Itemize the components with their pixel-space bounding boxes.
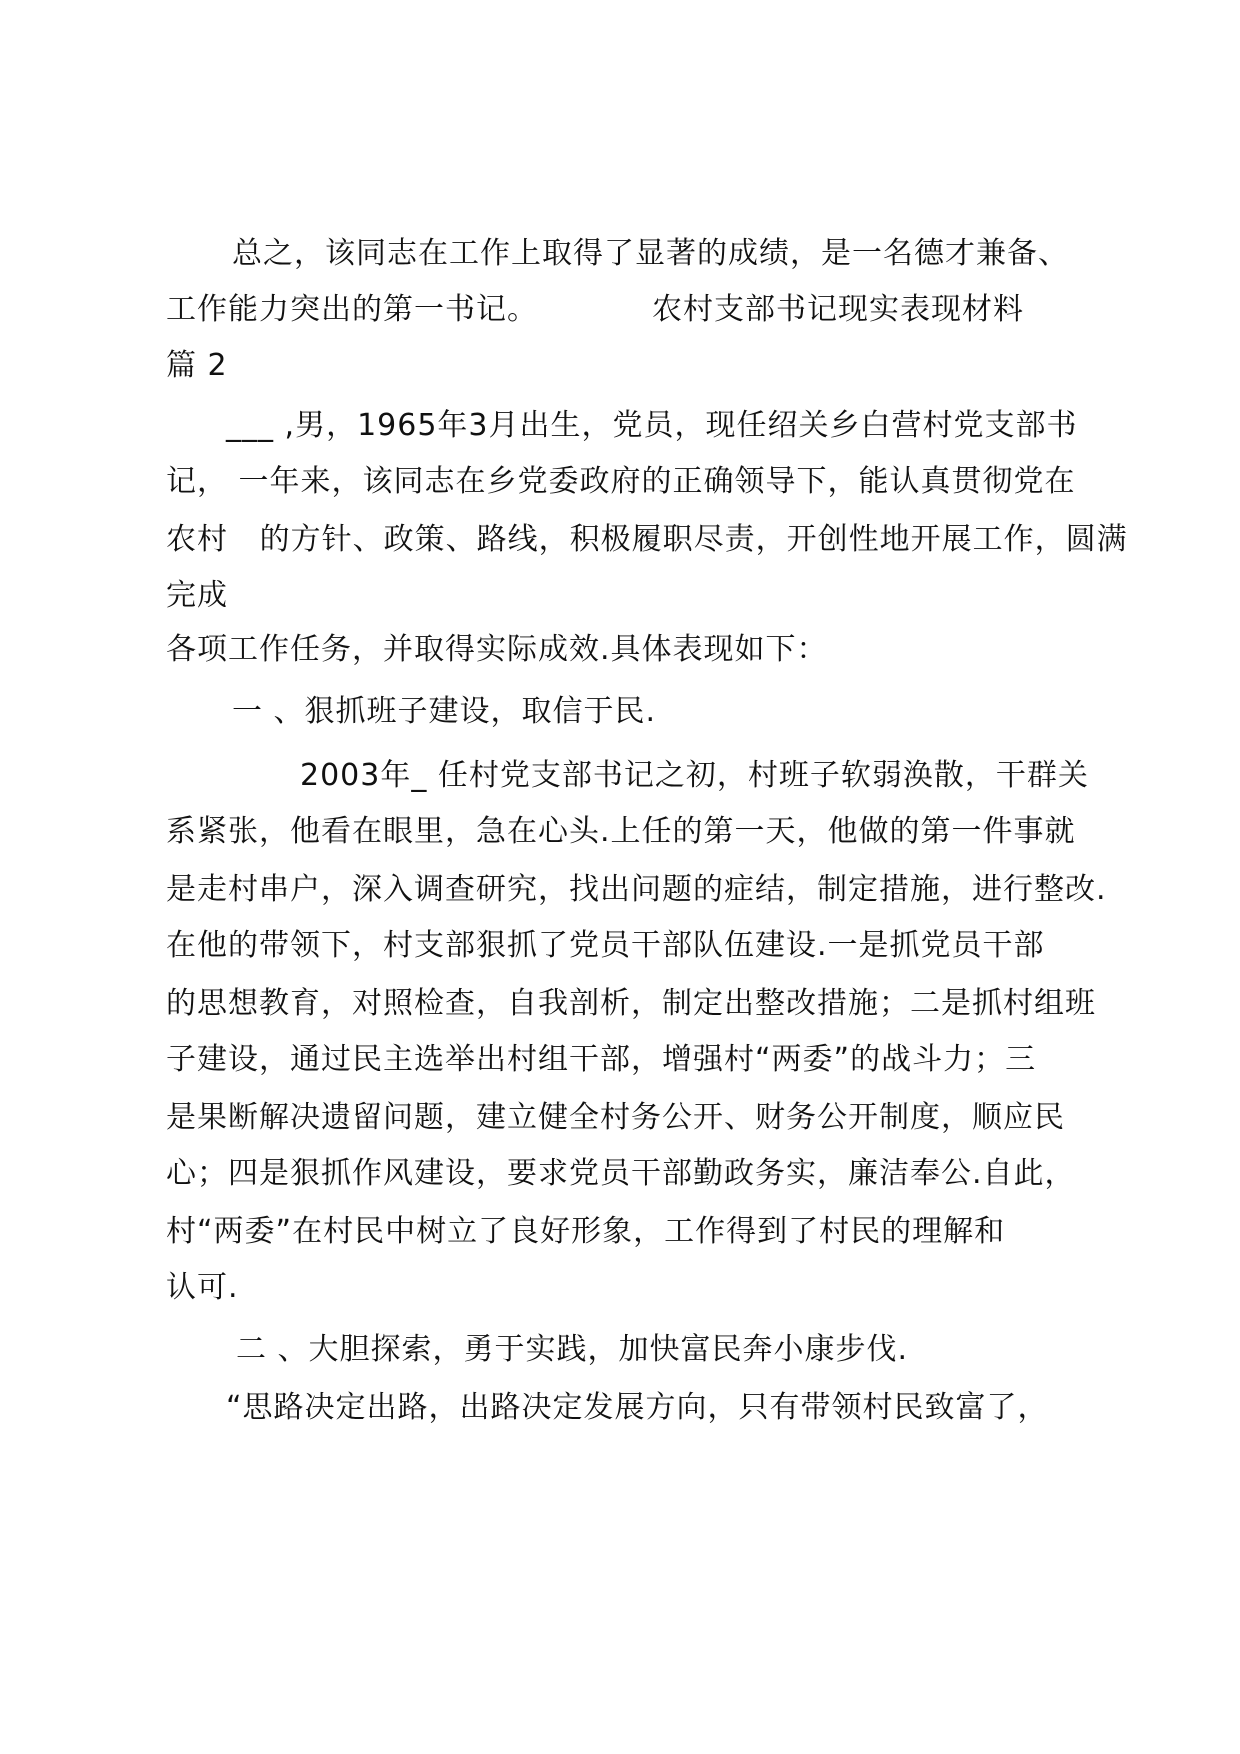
text-line: 在他的带领下，村支部狠抓了党员干部队伍建设.一是抓党员干部 bbox=[166, 928, 1045, 963]
text-line: 工作能力突出的第一书记。 bbox=[166, 292, 538, 327]
text-line: 是果断解决遗留问题，建立健全村务公开、财务公开制度，顺应民 bbox=[166, 1100, 1065, 1135]
text-line: ___ ,男，1965年3月出生，党员，现任绍关乡白营村党支部书 bbox=[226, 408, 1078, 443]
text-line: 农村 的方针、政策、路线，积极履职尽责，开创性地开展工作，圆满 bbox=[166, 522, 1128, 557]
text-line: 村“两委”在村民中树立了良好形象，工作得到了村民的理解和 bbox=[166, 1214, 1006, 1249]
section-heading: 农村支部书记现实表现材料 bbox=[652, 292, 1024, 327]
section-heading-continued: 篇 2 bbox=[166, 348, 228, 383]
text-line: “思路决定出路，出路决定发展方向，只有带领村民致富了， bbox=[226, 1390, 1049, 1425]
text-line: 各项工作任务，并取得实际成效.具体表现如下： bbox=[166, 632, 828, 667]
subheading: 二 、大胆探索，勇于实践，加快富民奔小康步伐. bbox=[236, 1332, 909, 1367]
text-line: 2003年_ 任村党支部书记之初，村班子软弱涣散，干群关 bbox=[300, 758, 1089, 793]
text-line: 系紧张，他看在眼里，急在心头.上任的第一天，他做的第一件事就 bbox=[166, 814, 1076, 849]
text-line: 是走村串户，深入调查研究，找出问题的症结，制定措施，进行整改. bbox=[166, 872, 1107, 907]
text-line: 子建设，通过民主选举出村组干部，增强村“两委”的战斗力；三 bbox=[166, 1042, 1037, 1077]
text-line: 总之，该同志在工作上取得了显著的成绩，是一名德才兼备、 bbox=[232, 236, 1069, 271]
text-line: 完成 bbox=[166, 578, 228, 613]
text-line: 记， 一年来，该同志在乡党委政府的正确领导下，能认真贯彻党在 bbox=[166, 464, 1076, 499]
text-line: 心；四是狠抓作风建设，要求党员干部勤政务实，廉洁奉公.自此， bbox=[166, 1156, 1076, 1191]
text-line: 认可. bbox=[166, 1270, 239, 1305]
subheading: 一 、狠抓班子建设，取信于民. bbox=[232, 694, 657, 729]
text-line: 的思想教育，对照检查，自我剖析，制定出整改措施；二是抓村组班 bbox=[166, 986, 1096, 1021]
